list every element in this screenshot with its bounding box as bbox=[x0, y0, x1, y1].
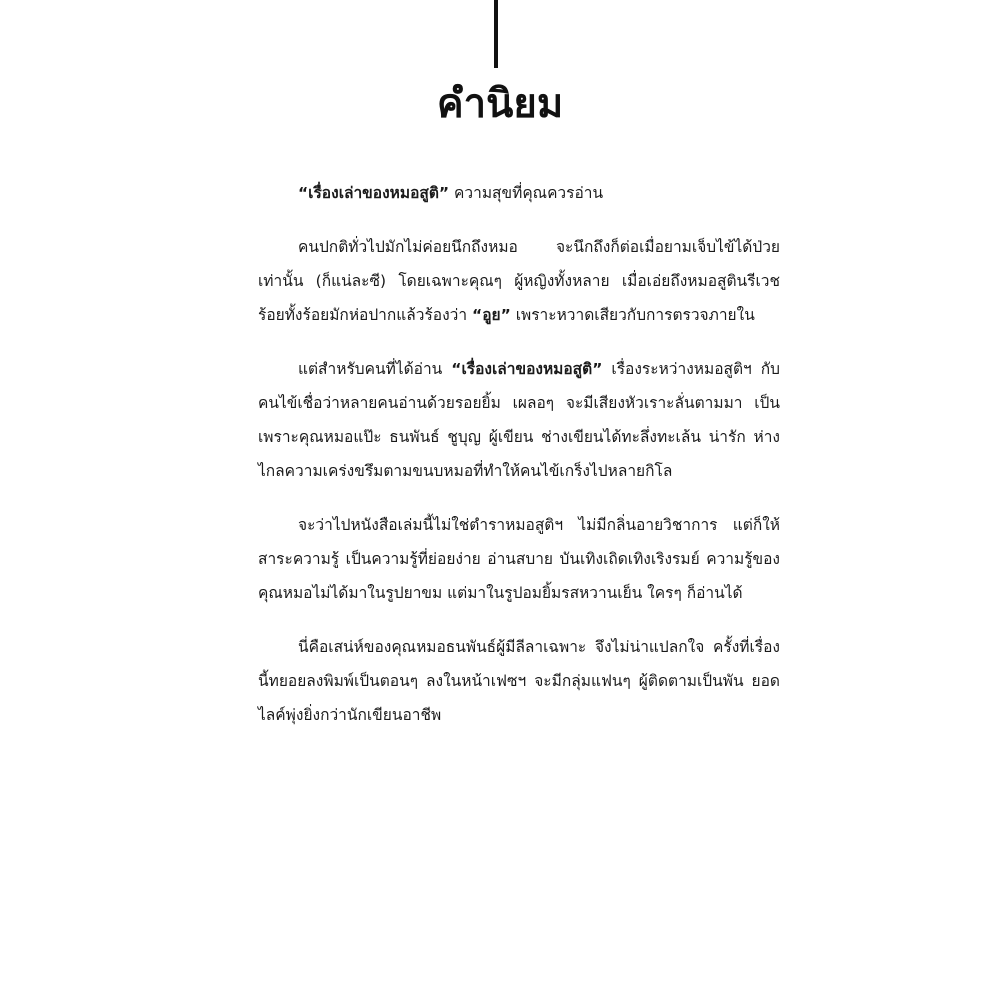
top-vertical-rule bbox=[494, 0, 498, 68]
foreword-body bbox=[258, 176, 780, 752]
paragraph-text: นี่คือเสน่ห์ของคุณหมอธนพันธ์ผู้มีลีลาเฉพาะ จึงไม่น่าแปลกใจ ครั้งที่เรื่องนี้ทยอยลงพิมพ์เป็นตอนๆ ลงในหน้าเฟซฯ จะมีกลุ่มแฟนๆ ผู้ติดตามเป็นพัน ยอดไลค์พุ่งยิ่งกว่านักเขียนอาชีพ bbox=[258, 638, 780, 724]
paragraph bbox=[258, 630, 780, 732]
paragraph bbox=[258, 230, 780, 332]
book-title-quote: “เรื่องเล่าของหมอสูติ” bbox=[451, 360, 603, 378]
paragraph bbox=[258, 176, 780, 210]
exclamation-quote: “อูย” bbox=[472, 306, 511, 324]
paragraph bbox=[258, 508, 780, 610]
book-title-quote: “เรื่องเล่าของหมอสูติ” bbox=[298, 184, 450, 202]
page-title: คำนิยม bbox=[436, 81, 564, 127]
paragraph bbox=[258, 352, 780, 488]
paragraph-text: ความสุขที่คุณควรอ่าน bbox=[449, 184, 604, 202]
paragraph-text: จะว่าไปหนังสือเล่มนี้ไม่ใช่ตำราหมอสูติฯ ไม่มีกลิ่นอายวิชาการ แต่ก็ให้สาระความรู้ เป็นความรู้ที่ย่อยง่าย อ่านสบาย บันเทิงเถิดเทิงเริงรมย์ ความรู้ของคุณหมอไม่ได้มาในรูปยาขม แต่มาในรูปอมยิ้มรสหวานเย็น ใครๆ ก็อ่านได้ bbox=[258, 516, 780, 602]
paragraph-text: แต่สำหรับคนที่ได้อ่าน bbox=[298, 360, 452, 378]
paragraph-text: คนปกติทั่วไปมักไม่ค่อยนึกถึงหมอ จะนึกถึงก็ต่อเมื่อยามเจ็บไข้ได้ป่วยเท่านั้น (ก็แน่ละซี) โดยเฉพาะคุณๆ ผู้หญิงทั้งหลาย เมื่อเอ่ยถึงหมอสูตินรีเวช ร้อยทั้งร้อยมักห่อปากแล้วร้องว่า bbox=[258, 238, 780, 324]
paragraph-text: เพราะหวาดเสียวกับการตรวจภายใน bbox=[510, 306, 755, 324]
paragraph-text: เรื่องระหว่างหมอสูติฯ กับคนไข้เชื่อว่าหลายคนอ่านด้วยรอยยิ้ม เผลอๆ จะมีเสียงหัวเราะลั่นตามมา เป็นเพราะคุณหมอแป๊ะ ธนพันธ์ ชูบุญ ผู้เขียน ช่างเขียนได้ทะลึ่งทะเล้น น่ารัก ห่างไกลความเคร่งขรึมตามขนบหมอที่ทำให้คนไข้เกร็งไปหลายกิโล bbox=[258, 360, 780, 480]
